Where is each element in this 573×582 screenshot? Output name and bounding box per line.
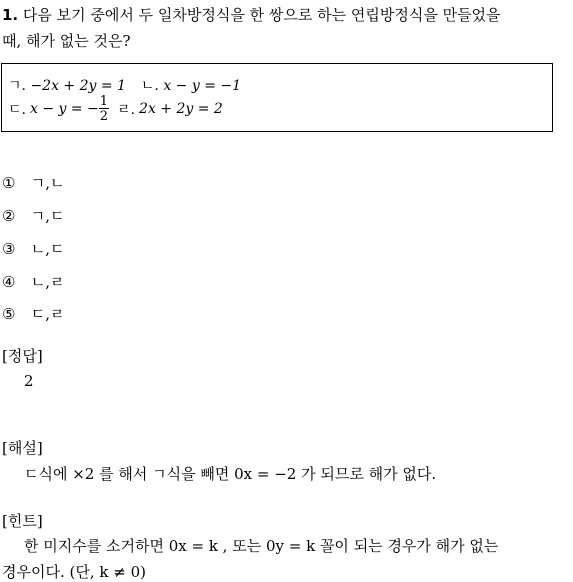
option-text: ㄷ,ㄹ [30, 305, 65, 323]
explanation-header: [해설] [2, 439, 43, 457]
fraction-numerator: 1 [99, 94, 109, 109]
hint-text-1: 한 미지수를 소거하면 0x = k , 또는 0y = k 꼴이 되는 경우가 해가 없는 [24, 537, 499, 555]
item-b-equation: x − y = −1 [163, 78, 242, 94]
option-number: ③ [2, 240, 16, 258]
item-c-fraction [99, 95, 109, 123]
option-4[interactable] [2, 271, 65, 292]
question-line-1 [2, 4, 501, 25]
item-c-equation: x − y = − [29, 101, 99, 117]
option-1[interactable] [2, 172, 65, 193]
fraction-denominator: 2 [99, 109, 109, 124]
item-c-label: ㄷ. [8, 102, 26, 118]
item-d-equation: 2x + 2y = 2 [139, 101, 223, 117]
question-number: 1. [2, 6, 19, 24]
option-number: ① [2, 174, 16, 192]
item-d-label: ㄹ. [117, 102, 136, 118]
option-number: ② [2, 207, 16, 225]
item-a-equation: −2x + 2y = 1 [30, 78, 126, 94]
option-5[interactable] [2, 303, 65, 324]
question-line-2: 때, 해가 없는 것은? [2, 32, 131, 50]
hint-text-2: 경우이다. (단, k ≠ 0) [2, 563, 146, 581]
option-number: ⑤ [2, 305, 16, 323]
option-3[interactable] [2, 238, 65, 259]
answer-header: [정답] [2, 347, 43, 365]
option-number: ④ [2, 273, 16, 291]
item-b-label: ㄴ. [140, 78, 159, 94]
answer-value: 2 [24, 372, 34, 390]
option-text: ㄱ,ㄷ [30, 207, 65, 225]
hint-header: [힌트] [2, 512, 43, 530]
box-row-1 [8, 75, 241, 95]
item-a-label: ㄱ. [8, 78, 26, 94]
question-text-1: 다음 보기 중에서 두 일차방정식을 한 쌍으로 하는 연립방정식을 만들었을 [22, 6, 501, 24]
box-row-2 [8, 93, 223, 125]
option-2[interactable] [2, 205, 65, 226]
option-text: ㄴ,ㄹ [30, 273, 65, 291]
option-text: ㄱ,ㄴ [30, 174, 65, 192]
option-text: ㄴ,ㄷ [30, 240, 65, 258]
explanation-text: ㄷ식에 ×2 를 해서 ㄱ식을 빼면 0x = −2 가 되므로 해가 없다. [24, 465, 437, 483]
